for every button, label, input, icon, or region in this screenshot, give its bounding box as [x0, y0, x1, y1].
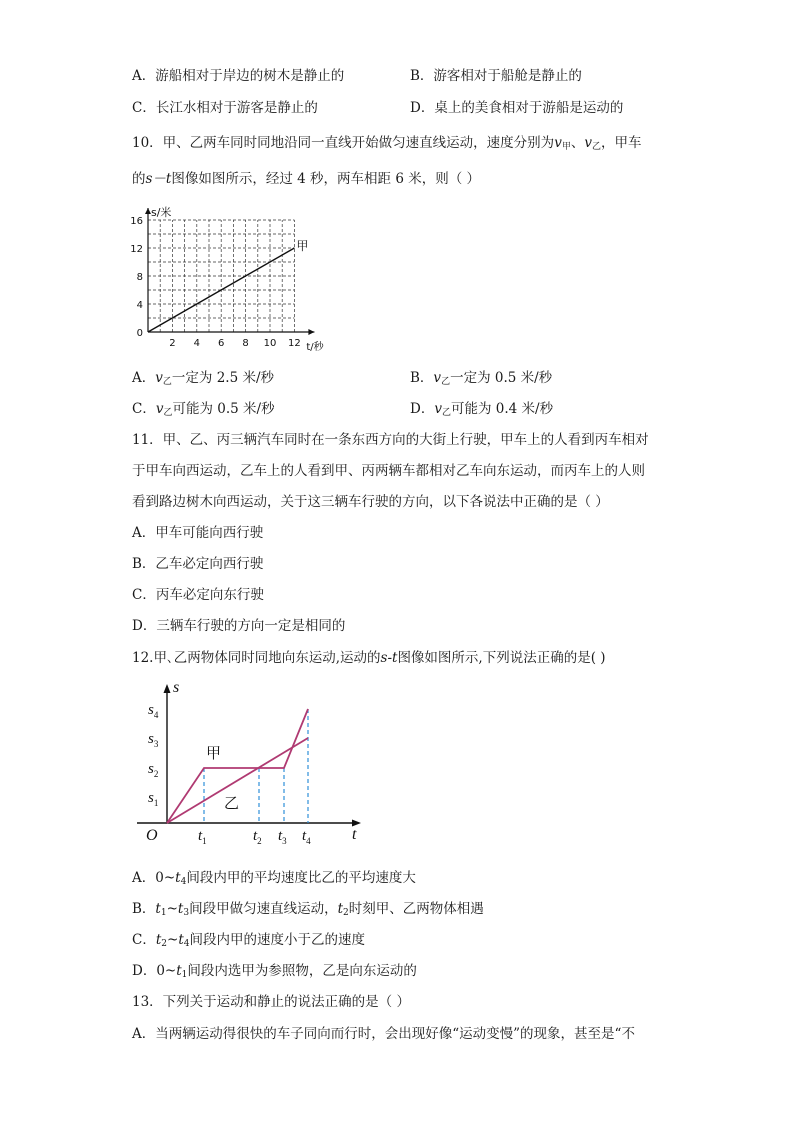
y-tick-label: 16 — [130, 216, 143, 227]
q10-stem-line-1: 10．甲、乙两车同时同地沿同一直线开始做匀速直线运动，速度分别为$v_甲$、$v_乙$，甲车 — [132, 135, 642, 152]
x-axis-label: t/秒 — [306, 342, 324, 353]
x-tick-label: 2 — [169, 338, 176, 349]
y-tick-label-s2: $s_2$ — [148, 761, 159, 779]
q12-st-chart — [132, 676, 372, 846]
q10-option-a: A．$v_乙$一定为 2.5 米/秒 — [132, 370, 275, 387]
q9-option-d: D．桌上的美食相对于游船是运动的 — [410, 100, 624, 116]
series-label-jia: 甲 — [206, 746, 222, 762]
x-tick-label-t3: $t_3$ — [278, 828, 287, 846]
y-tick-label: 12 — [130, 244, 143, 255]
q11-stem-line-2: 于甲车向西运动，乙车上的人看到甲、丙两辆车都相对乙车向东运动，而丙车上的人则 — [132, 463, 645, 479]
q12-option-b: B．$t_1\sim t_3$间段甲做匀速直线运动，$t_2$时刻甲、乙两物体相遇 — [132, 901, 484, 918]
q12-option-a: A．$0\sim t_4$间段内甲的平均速度比乙的平均速度大 — [132, 870, 416, 887]
y-tick-label-s1: $s_1$ — [148, 790, 159, 808]
x-tick-label: 12 — [288, 338, 301, 349]
series-label-jia: 甲 — [296, 239, 309, 253]
origin-label: O — [146, 827, 158, 844]
x-axis-label: t — [352, 826, 357, 843]
x-axis-arrow — [308, 329, 314, 335]
x-tick-label-t1: $t_1$ — [198, 828, 207, 846]
y-axis-arrow — [164, 684, 171, 693]
q10-option-d: D．$v_乙$可能为 0.4 米/秒 — [410, 401, 554, 418]
y-axis-label: s — [173, 679, 180, 696]
q10-stem-line-2: 的s－t图像如图所示，经过 4 秒，两车相距 6 米，则（ ） — [132, 171, 480, 187]
y-tick-label: 4 — [136, 300, 143, 311]
q9-option-c: C．长江水相对于游客是静止的 — [132, 100, 318, 116]
x-tick-label-t4: $t_4$ — [302, 828, 311, 846]
q9-option-b: B．游客相对于船舱是静止的 — [410, 68, 582, 84]
q9-option-a: A．游船相对于岸边的树木是静止的 — [132, 68, 345, 84]
q11-option-a: A．甲车可能向西行驶 — [132, 525, 264, 541]
y-tick-label-s4: $s_4$ — [148, 702, 159, 720]
q11-stem-line-1: 11．甲、乙、丙三辆汽车同时在一条东西方向的大街上行驶，甲车上的人看到丙车相对 — [132, 432, 649, 448]
q11-option-d: D．三辆车行驶的方向一定是相同的 — [132, 618, 346, 634]
q10-option-c: C．$v_乙$可能为 0.5 米/秒 — [132, 401, 275, 418]
q10-st-chart — [126, 200, 336, 360]
x-tick-label: 10 — [263, 338, 277, 349]
y-tick-label-s3: $s_3$ — [148, 731, 159, 749]
series-label-yi: 乙 — [224, 796, 240, 812]
q12-option-c: C．$t_2\sim t_4$间段内甲的速度小于乙的速度 — [132, 932, 365, 949]
q11-option-b: B．乙车必定向西行驶 — [132, 556, 264, 572]
y-tick-label: 8 — [136, 272, 143, 283]
x-tick-label: 4 — [193, 338, 200, 349]
q13-stem: 13．下列关于运动和静止的说法正确的是（ ） — [132, 994, 410, 1010]
q12-stem: 12.甲､乙两物体同时同地向东运动,运动的s-t图像如图所示,下列说法正确的是( ) — [132, 650, 606, 666]
y-tick-label: 0 — [136, 328, 143, 339]
q10-option-b: B．$v_乙$一定为 0.5 米/秒 — [410, 370, 553, 387]
x-tick-label: 6 — [218, 338, 225, 349]
x-tick-label: 8 — [242, 338, 249, 349]
y-axis-label: s/米 — [151, 206, 172, 219]
q11-option-c: C．丙车必定向东行驶 — [132, 587, 264, 603]
q13-option-a: A．当两辆运动得很快的车子同向而行时，会出现好像“运动变慢”的现象，甚至是“不 — [132, 1026, 635, 1042]
q11-stem-line-3: 看到路边树木向西运动，关于这三辆车行驶的方向，以下各说法中正确的是（ ） — [132, 494, 609, 510]
q12-option-d: D．$0\sim t_1$间段内选甲为参照物，乙是向东运动的 — [132, 963, 417, 980]
x-tick-label-t2: $t_2$ — [253, 828, 262, 846]
